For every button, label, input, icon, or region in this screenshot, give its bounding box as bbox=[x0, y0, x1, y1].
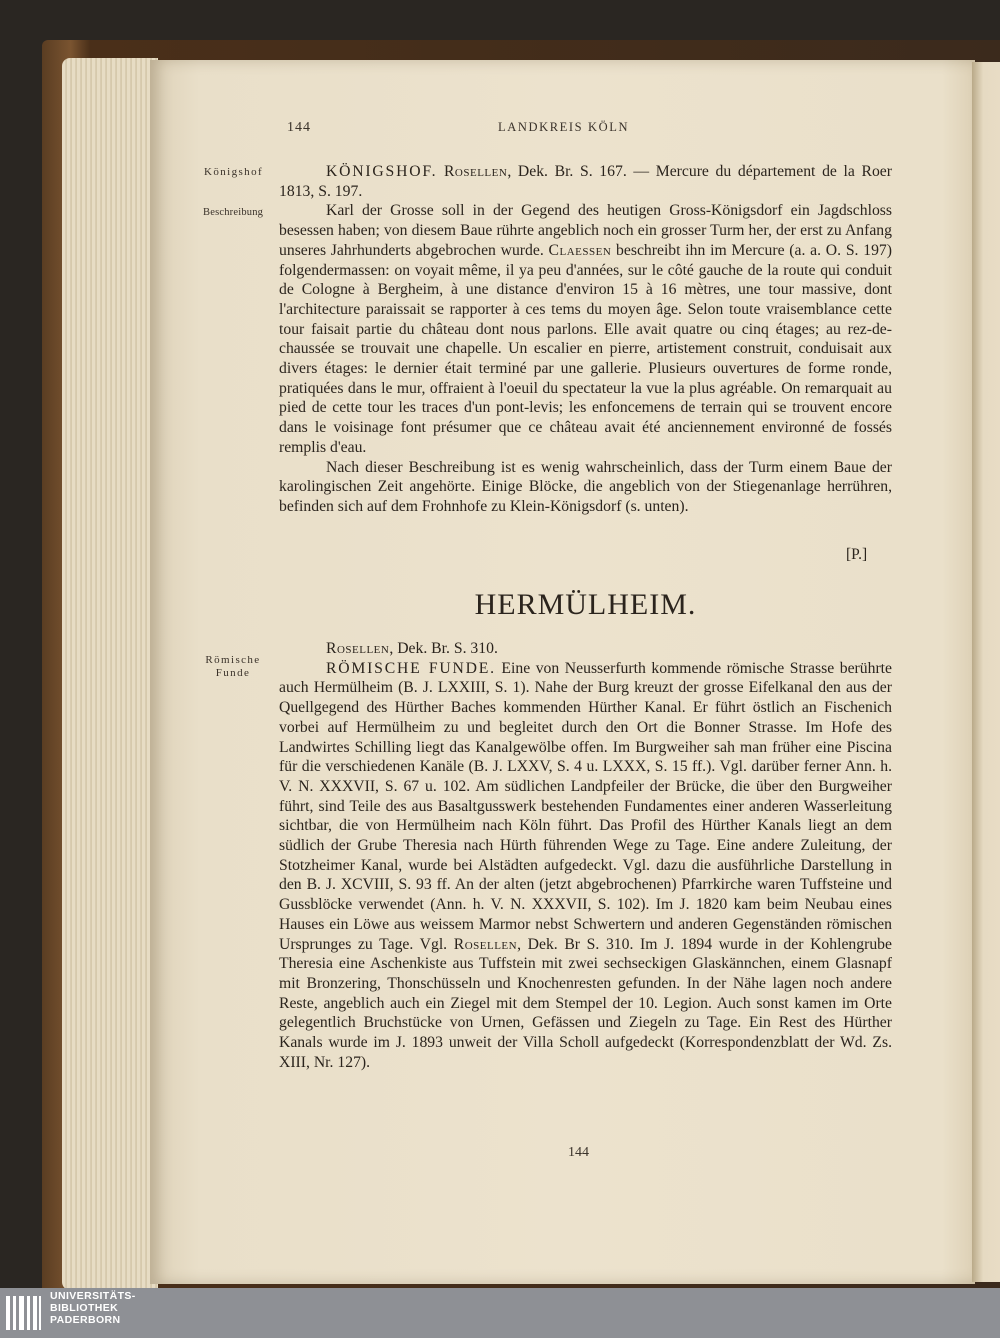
section-koenigshof bbox=[279, 162, 892, 517]
library-footer-bar bbox=[0, 1288, 1000, 1338]
facing-page-edge bbox=[972, 62, 1000, 1282]
text: , Dek. Br S. 310. Im J. 1894 wurde in der Kohlengrube Theresia eine Aschenkiste aus Tuffstein mit zwei sechseckigen Glaskännchen, einem Glasnapf mit Bronzering, Thonschüsseln und Knochenresten gefunden. In der Nähe lagen noch andere Reste, angeblich auch ein Ziegel mit dem Stempel der 10. Legion. Auch sonst kamen im Orte gelegentlich Bruchstücke von Urnen, Gefässen und Ziegeln zu Tage. Ein Rest des Hürther Kanals wurde im J. 1893 unweit der Villa Scholl aufgedeckt (Korrespondenzblatt der Wd. Zs. XIII, Nr. 127). bbox=[279, 935, 892, 1071]
text: Eine von Neusserfurth kommende römische Strasse berührte auch Hermülheim (B. J. LXXIII, S. 1). Nahe der Burg kreuzt der grosse Eifelkanal den aus der Quellgegend des Hürther Baches kommenden Hürther Kanal. Er führt östlich an Fischenich vorbei auf Hermülheim zu und begleitet durch den Ort die Bonner Strasse. Im Hofe des Landwirtes Schilling liegt das Kanalgewölbe offen. Im Burgweiher sah man früher eine Piscina für die verschiedenen Kanäle (B. J. LXXV, S. 4 u. LXXX, S. 15 ff.). Vgl. darüber ferner Ann. h. V. N. XXXVII, S. 67 u. 102. Am südlichen Landpfeiler der Brücke, die über den Burgweiher führt, sind Teile des aus Basaltgusswerk bestehenden Fundamentes einer anderen Wasserleitung sichtbar, die von Hermülheim nach Köln führt. Das Profil des Hürther Kanals liegt an dem südlich der Grube Theresia nach Hürth führenden Wege zu Tage. Eine andere Zuleitung, der Stotzheimer Kanal, wurde bei Alstädten aufgedeckt. Vgl. dazu die ausführliche Darstellung in den B. J. XCVIII, S. 93 ff. An der alten (jetzt abgebrochenen) Pfarrkirche waren Tuffsteine und Gussblöcke verwendet (Ann. h. V. N. XXXVII, S. 102). Im J. 1820 kam beim Neubau eines Hauses ein Löwe aus weissem Marmor nebst Schwertern und anderen Gegenständen römischen Ursprunges zu Tage. Vgl. bbox=[279, 659, 892, 953]
paragraph bbox=[279, 162, 892, 201]
page-edges bbox=[62, 58, 158, 1290]
logo-line: BIBLIOTHEK bbox=[50, 1302, 119, 1314]
text: Karl der Grosse soll in der Gegend des heutigen Gross-Königsdorf ein Jagdschloss besessen haben; von diesem Baue rührte angeblich noch ein grosser Turm her, der erst zu Anfang unseres Jahrhunderts abgebrochen wurde. bbox=[279, 202, 892, 259]
page-number-bottom: 144 bbox=[568, 1145, 589, 1160]
margin-note-line: Funde bbox=[215, 667, 251, 679]
section-hermuelheim bbox=[279, 639, 892, 1072]
author-name: Claessen bbox=[548, 241, 612, 259]
running-title: LANDKREIS KÖLN bbox=[498, 120, 630, 134]
library-logo-icon bbox=[4, 1292, 44, 1336]
author-name: Rosellen bbox=[326, 640, 390, 657]
author-signature: [P.] bbox=[846, 546, 868, 563]
logo-line: UNIVERSITÄTS- bbox=[50, 1290, 136, 1302]
margin-note-line: Römische bbox=[205, 654, 261, 666]
author-name: Rosellen bbox=[443, 163, 508, 180]
margin-note-roemische-funde bbox=[200, 654, 266, 680]
text: , Dek. Br. S. 167. — Mercure du département de la Roer 1813, S. 197. bbox=[279, 163, 892, 200]
paragraph: Nach dieser Beschreibung ist es wenig wahrscheinlich, dass der Turm einem Baue der karolingischen Zeit angehörte. Einige Blöcke, die angeblich von der Stiegenanlage herrühren, befinden sich auf dem Frohnhofe zu Klein-Königsdorf (s. unten). bbox=[279, 458, 892, 515]
paragraph bbox=[279, 659, 892, 1073]
entry-title: RÖMISCHE FUNDE. bbox=[326, 659, 496, 677]
author-name: Rosellen bbox=[453, 935, 518, 953]
margin-note-beschreibung: Beschreibung bbox=[203, 207, 264, 218]
library-logo-text bbox=[50, 1290, 136, 1326]
text: beschreibt ihn im Mercure (a. a. O. S. 197) folgendermassen: on voyait même, il ya peu d'années, sur le côté gauche de la route qui conduit de Cologne à Bergheim, à une distance d'environ 15 à 16 mètres, une tour massive, dont l'architecture paraissait se rapporter à ces tems du moyen âge. Selon toute vraisemblance cette tour faisait partie du château dont nous parlons. Elle avait quatre ou cinq étages; au rez-de-chaussée se trouvait une chapelle. Un escalier en pierre, artistement construit, conduisait aux divers étages: le dernier était terminé par une gallerie. Plusieurs ouvertures de forme ronde, pratiquées dans le mur, offraient à l'oeuil du spectateur la vue la plus agréable. On remarquait au pied de cette tour les traces d'un pont-levis; les enfoncemens de terrain qui se trouvent encore dans le voisinage font présumer que ce château avait été anciennement environné de fossés remplis d'eau. bbox=[279, 241, 892, 456]
page-number-top: 144 bbox=[287, 120, 311, 135]
paragraph bbox=[279, 201, 892, 457]
text: , Dek. Br. S. 310. bbox=[389, 640, 498, 657]
entry-title: KÖNIGSHOF. bbox=[326, 163, 438, 180]
logo-line: PADERBORN bbox=[50, 1314, 121, 1326]
place-heading: HERMÜLHEIM. bbox=[474, 588, 697, 621]
paragraph bbox=[279, 639, 892, 659]
margin-note-koenigshof: Königshof bbox=[204, 166, 264, 178]
